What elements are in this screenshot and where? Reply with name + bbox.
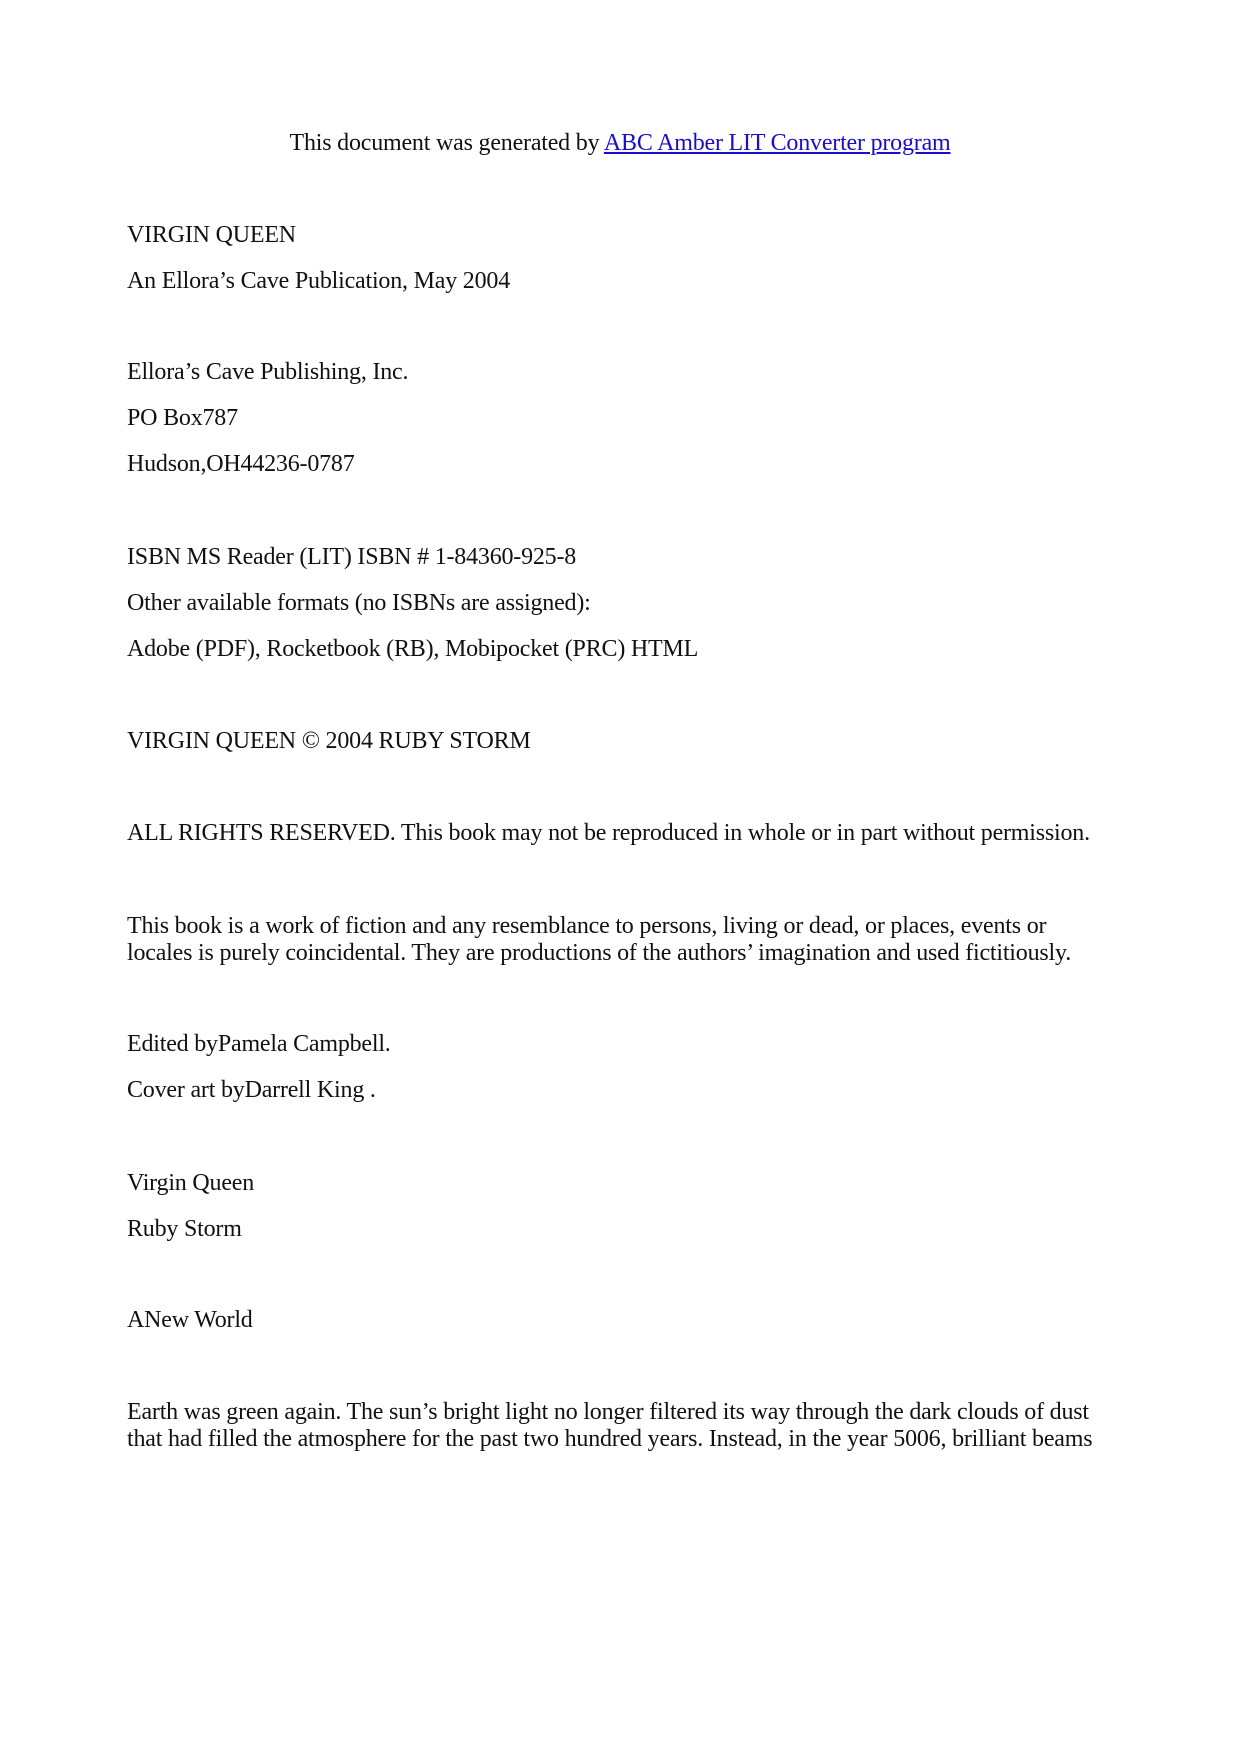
isbn-line: ISBN MS Reader (LIT) ISBN # 1-84360-925-8	[127, 544, 577, 570]
title: VIRGIN QUEEN	[127, 222, 296, 248]
copyright-line: VIRGIN QUEEN © 2004 RUBY STORM	[127, 728, 531, 754]
fiction-notice-line-2: locales is purely coincidental. They are productions of the authors’ imagination and used fictitiously.	[127, 940, 1072, 966]
body-text-line-1: Earth was green again. The sun’s bright light no longer filtered its way through the dark clouds of dust	[127, 1399, 1089, 1425]
other-formats-label: Other available formats (no ISBNs are assigned):	[127, 590, 591, 616]
fiction-notice-line-1: This book is a work of fiction and any resemblance to persons, living or dead, or places, events or	[127, 913, 1047, 939]
publisher-name: Ellora’s Cave Publishing, Inc.	[127, 359, 409, 385]
generator-notice	[0, 128, 1240, 158]
rights-notice: ALL RIGHTS RESERVED. This book may not be reproduced in whole or in part without permission.	[127, 820, 1090, 846]
cover-art-credit: Cover art byDarrell King .	[127, 1077, 376, 1103]
publisher-address: Hudson,OH44236-0787	[127, 451, 355, 477]
publisher-pobox: PO Box787	[127, 405, 238, 431]
formats-list: Adobe (PDF), Rocketbook (RB), Mobipocket (PRC) HTML	[127, 636, 699, 662]
editor-credit: Edited byPamela Campbell.	[127, 1031, 391, 1057]
author-name: Ruby Storm	[127, 1216, 242, 1242]
converter-link[interactable]: ABC Amber LIT Converter program	[603, 130, 951, 156]
book-title: Virgin Queen	[127, 1170, 255, 1196]
chapter-title: ANew World	[127, 1307, 253, 1333]
publication-line: An Ellora’s Cave Publication, May 2004	[127, 268, 511, 294]
body-text-line-2: that had filled the atmosphere for the past two hundred years. Instead, in the year 5006, brilliant beams	[127, 1426, 1093, 1452]
generator-notice-text: This document was generated by	[289, 130, 604, 156]
